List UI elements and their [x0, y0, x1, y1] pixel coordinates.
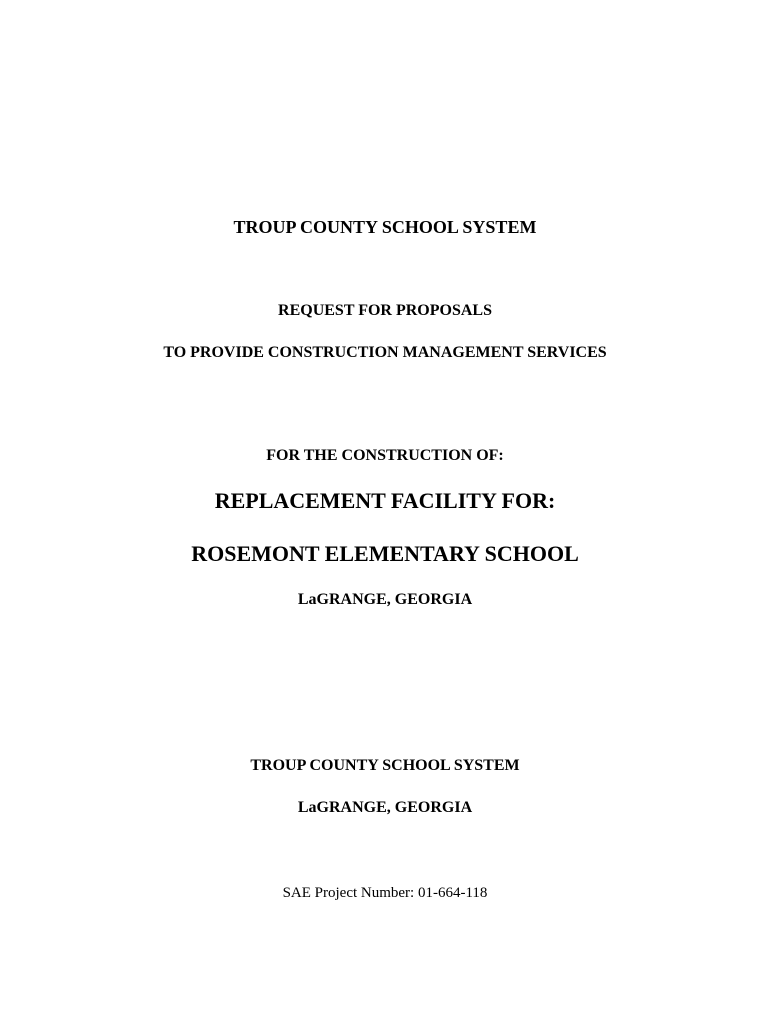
rfp-heading: REQUEST FOR PROPOSALS — [278, 302, 492, 319]
school-location: LaGRANGE, GEORGIA — [297, 591, 473, 608]
services-heading: TO PROVIDE CONSTRUCTION MANAGEMENT SERVICES — [163, 344, 607, 361]
facility-heading: REPLACEMENT FACILITY FOR: — [214, 488, 556, 513]
org-title: TROUP COUNTY SCHOOL SYSTEM — [233, 217, 537, 237]
owner-location: LaGRANGE, GEORGIA — [297, 799, 473, 816]
owner-name: TROUP COUNTY SCHOOL SYSTEM — [250, 757, 520, 774]
school-name: ROSEMONT ELEMENTARY SCHOOL — [191, 541, 579, 566]
project-number: SAE Project Number: 01-664-118 — [282, 885, 488, 901]
construction-of-heading: FOR THE CONSTRUCTION OF: — [266, 447, 504, 464]
